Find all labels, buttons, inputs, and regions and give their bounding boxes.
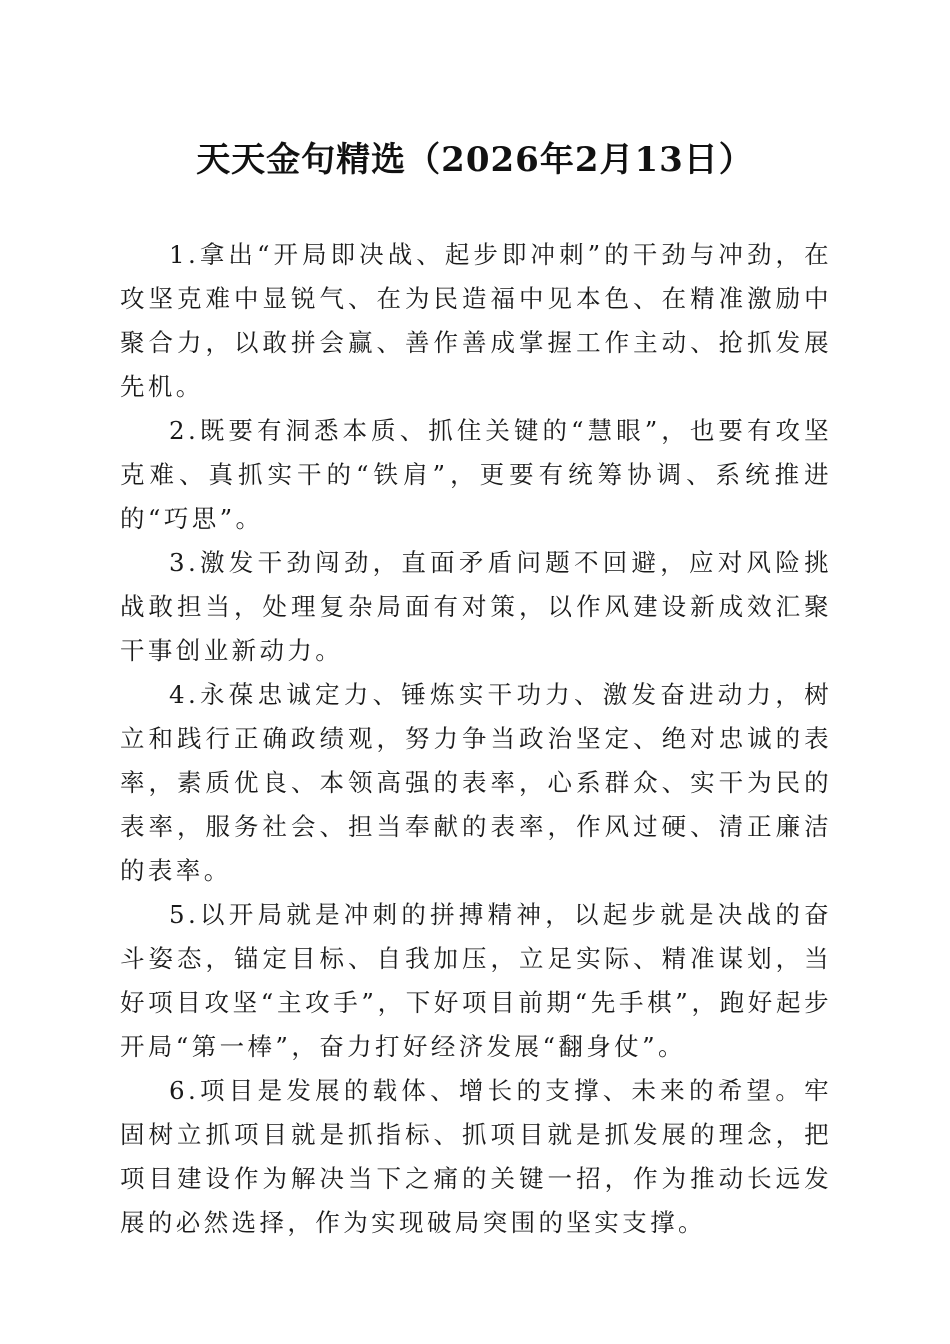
quote-paragraph-6: 6.项目是发展的载体、增长的支撑、未来的希望。牢固树立抓项目就是抓指标、抓项目就是抓发展的理念，把项目建设作为解决当下之痛的关键一招，作为推动长远发展的必然选择，作为实现破局突围的坚实支撑。	[120, 1076, 832, 1237]
quote-paragraph-4: 4.永葆忠诚定力、锤炼实干功力、激发奋进动力，树立和践行正确政绩观，努力争当政治坚定、绝对忠诚的表率，素质优良、本领高强的表率，心系群众、实干为民的表率，服务社会、担当奉献的表率，作风过硬、清正廉洁的表率。	[120, 680, 832, 885]
document-body	[120, 233, 832, 1245]
quote-paragraph-2: 2.既要有洞悉本质、抓住关键的“慧眼”，也要有攻坚克难、真抓实干的“铁肩”，更要有统筹协调、系统推进的“巧思”。	[120, 416, 832, 533]
quote-paragraph-3: 3.激发干劲闯劲，直面矛盾问题不回避，应对风险挑战敢担当，处理复杂局面有对策，以作风建设新成效汇聚干事创业新动力。	[120, 548, 832, 665]
quote-paragraph-5: 5.以开局就是冲刺的拼搏精神，以起步就是决战的奋斗姿态，锚定目标、自我加压，立足实际、精准谋划，当好项目攻坚“主攻手”，下好项目前期“先手棋”，跑好起步开局“第一棒”，奋力打好经济发展“翻身仗”。	[120, 900, 832, 1061]
quote-paragraph-1: 1.拿出“开局即决战、起步即冲刺”的干劲与冲劲，在攻坚克难中显锐气、在为民造福中见本色、在精准激励中聚合力，以敢拼会赢、善作善成掌握工作主动、抢抓发展先机。	[120, 240, 832, 401]
document-title: 天天金句精选（2026年2月13日）	[196, 140, 754, 180]
